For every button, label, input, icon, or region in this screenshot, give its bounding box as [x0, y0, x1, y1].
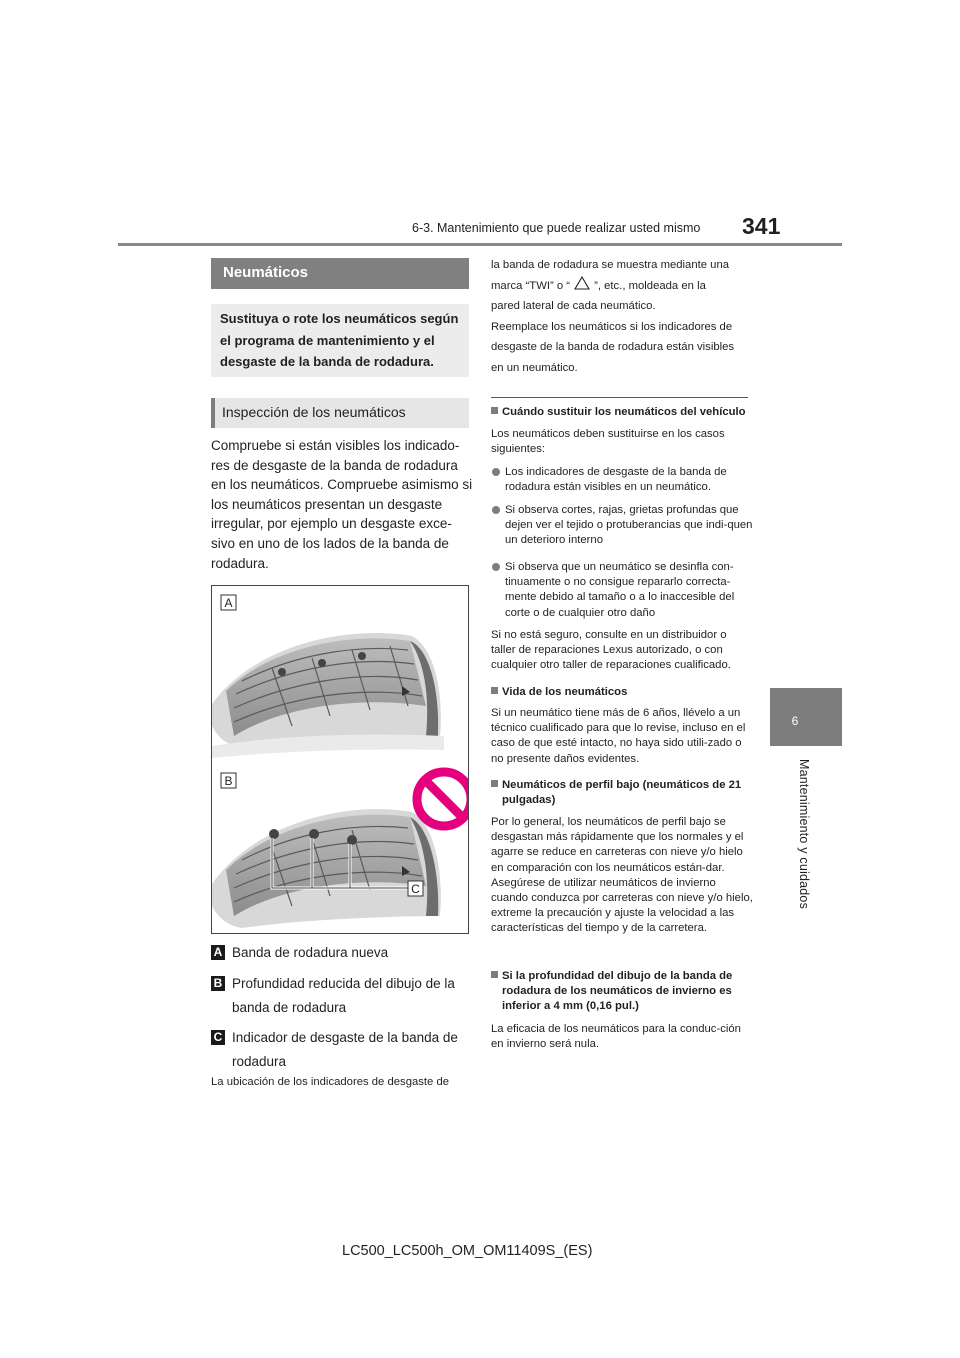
intro-box — [211, 304, 469, 377]
chapter-title: Mantenimiento y cuidados — [797, 759, 811, 910]
triangle-mark-icon — [574, 276, 590, 290]
paragraph-fragment: marca “TWI” o “ — [491, 279, 571, 292]
section-heading-tire-life — [491, 685, 753, 700]
paragraph-line: pared lateral de cada neumático. — [491, 300, 656, 312]
intro-text: Sustituya o rote los neumáticos según el programa de mantenimiento y el desgaste de la banda de rodadura. — [220, 311, 459, 369]
section-divider — [491, 397, 748, 398]
figure-label-c: C — [411, 882, 420, 896]
subheading-accent — [211, 398, 215, 428]
tire-figure — [211, 585, 469, 934]
tire-illustration — [212, 586, 468, 933]
legend-text-a: Banda de rodadura nueva — [232, 945, 389, 960]
bullet-text: Los indicadores de desgaste de la banda de rodadura están visibles en un neumático. — [505, 466, 727, 494]
continued-paragraph: La ubicación de los indicadores de desgaste de — [211, 1076, 450, 1088]
section-heading-replace — [491, 405, 753, 420]
paragraph-fragment: ”, etc., moldeada en la — [594, 279, 706, 292]
legend-key-c: C — [211, 1030, 225, 1045]
round-bullet-icon — [492, 563, 500, 571]
section-outro: Si no está seguro, consulte en un distribuidor o taller de reparaciones Lexus autorizado, o con cualquier otro taller de reparaciones cualificado. — [491, 629, 731, 672]
heading-text: Vida de los neumáticos — [502, 686, 628, 698]
section-heading-low-profile — [491, 778, 753, 808]
legend-text-b: Profundidad reducida del dibujo de la banda de rodadura — [232, 976, 455, 1015]
chapter-tab — [770, 688, 842, 746]
subheading: Inspección de los neumáticos — [222, 404, 406, 420]
paragraph-line: Reemplace los neumáticos si los indicadores de — [491, 320, 733, 333]
bullet-item — [491, 465, 753, 495]
tire-worn-drawing — [212, 809, 441, 928]
legend-key-a: A — [211, 945, 225, 960]
round-bullet-icon — [492, 506, 500, 514]
heading-text: Neumáticos de perfil bajo (neumáticos de 21 pulgadas) — [502, 779, 742, 807]
heading-text: Cuándo sustituir los neumáticos del vehículo — [502, 406, 746, 418]
subheading-bar — [211, 398, 469, 428]
section-body: Por lo general, los neumáticos de perfil bajo se desgastan más rápidamente que los normales y el agarre se reduce en carreteras con nieve y/o hielo en comparación con los neumáticos están-dar. Asegúrese de utilizar neumáticos de invierno cuando conduzca por carreteras con nieve y/o hielo, extreme la precaución y ajuste la velocidad a las características del tiempo y de la carretera. — [491, 816, 753, 935]
bullet-item — [491, 560, 753, 621]
section-heading-winter-tires — [491, 969, 753, 1015]
section-body: Si un neumático tiene más de 6 años, llévelo a un técnico cualificado para que lo revise, incluso en el caso de que esté intacto, no haya sido utili-zado o no presente daños evidentes. — [491, 707, 746, 765]
round-bullet-icon — [492, 468, 500, 476]
section-title-bar — [211, 258, 469, 289]
figure-label-a: A — [224, 596, 233, 610]
heading-text: Si la profundidad del dibujo de la banda de rodadura de los neumáticos de invierno es inferior a 4 mm (0,16 pul.) — [502, 970, 733, 1013]
paragraph-line-with-symbol — [491, 276, 761, 297]
chapter-number: 6 — [791, 714, 799, 728]
page-number: 341 — [742, 213, 781, 239]
prohibited-icon — [417, 772, 468, 826]
paragraph-line: la banda de rodadura se muestra mediante una — [491, 259, 730, 271]
header-rule — [118, 243, 842, 246]
bullet-text: Si observa que un neumático se desinfla con-tinuamente o no consigue repararlo correcta-mente debido al tamaño o a lo inaccesible del corte o de cualquier otro daño — [505, 561, 735, 619]
tire-new-drawing — [212, 633, 444, 758]
square-bullet-icon — [491, 780, 498, 787]
figure-label-b: B — [224, 774, 233, 788]
legend-key-b: B — [211, 976, 225, 991]
square-bullet-icon — [491, 687, 498, 694]
paragraph-line: desgaste de la banda de rodadura están visibles — [491, 341, 735, 353]
square-bullet-icon — [491, 971, 498, 978]
document-code: LC500_LC500h_OM_OM11409S_(ES) — [342, 1243, 593, 1259]
bullet-item — [491, 503, 753, 549]
legend-text-c: Indicador de desgaste de la banda de rodadura — [232, 1030, 458, 1069]
section-title: Neumáticos — [223, 264, 309, 281]
bullet-text: Si observa cortes, rajas, grietas profundas que dejen ver el tejido o protuberancias que indi-quen un deterioro interno — [505, 504, 753, 547]
wear-indicator-paragraph — [491, 255, 761, 378]
header-section-title: 6-3. Mantenimiento que puede realizar usted mismo — [412, 221, 701, 235]
paragraph-line: en un neumático. — [491, 361, 578, 374]
square-bullet-icon — [491, 407, 498, 414]
inspection-paragraph: Compruebe si están visibles los indicado-res de desgaste de la banda de rodadura en los neumáticos. Compruebe asimismo si los neumáticos presentan un desgaste irregular, por ejemplo un desgaste exce-sivo en uno de los lados de la banda de rodadura. — [211, 438, 473, 571]
section-intro: Los neumáticos deben sustituirse en los casos siguientes: — [491, 428, 725, 456]
section-body: La eficacia de los neumáticos para la conduc-ción en invierno será nula. — [491, 1023, 741, 1051]
